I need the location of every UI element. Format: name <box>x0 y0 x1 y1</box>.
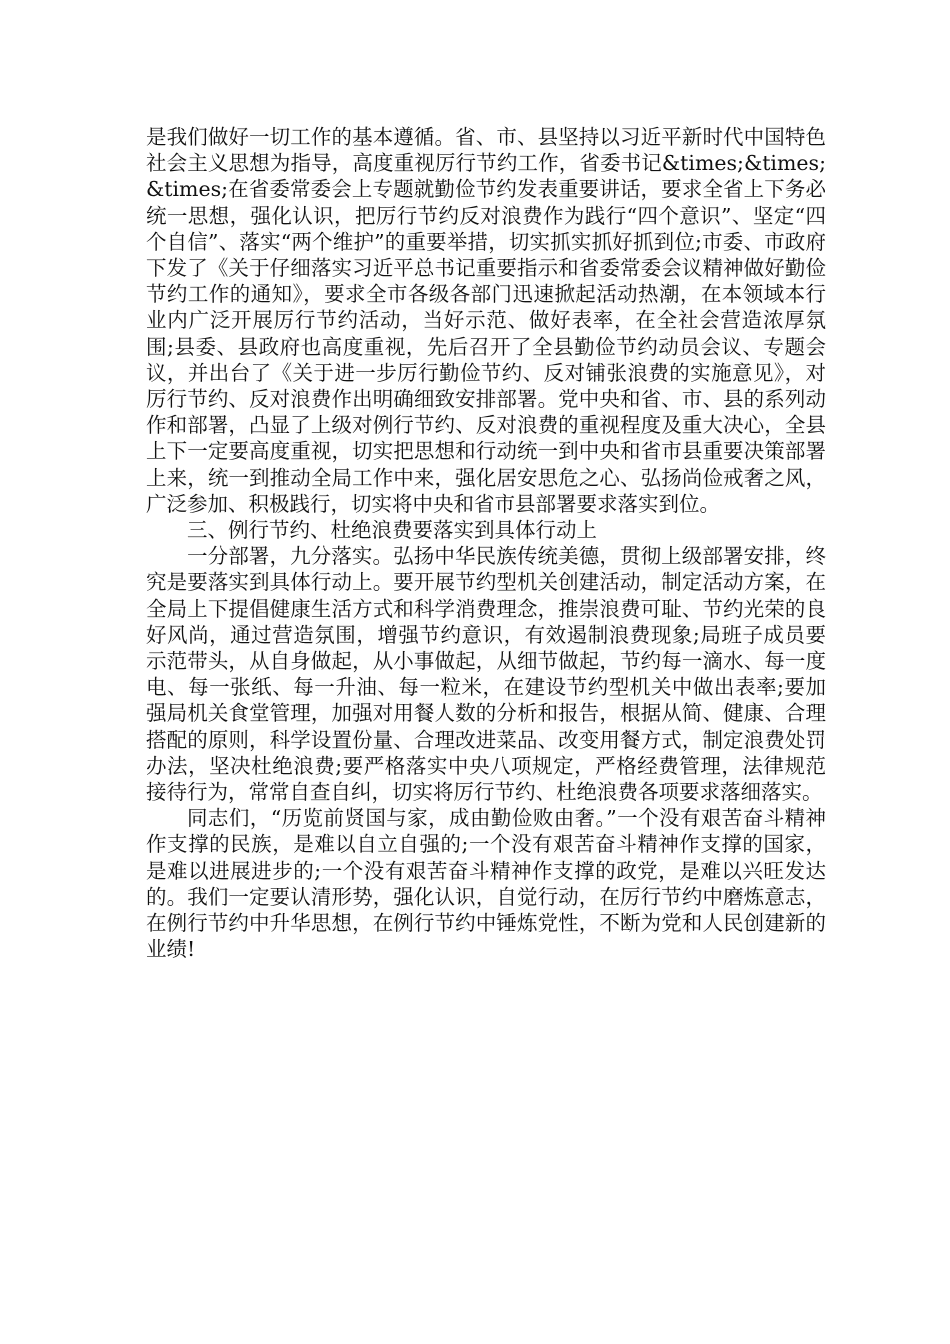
paragraph-2: 一分部署，九分落实。弘扬中华民族传统美德，贯彻上级部署安排，终究是要落实到具体行动上。要开展节约型机关创建活动，制定活动方案，在全局上下提倡健康生活方式和科学消费理念，推崇浪费可耻、节约光荣的良好风尚，通过营造氛围，增强节约意识，有效遏制浪费现象;局班子成员要示范带头，从自身做起，从小事做起，从细节做起，节约每一滴水、每一度电、每一张纸、每一升油、每一粒米，在建设节约型机关中做出表率;要加强局机关食堂管理，加强对用餐人数的分析和报告，根据从简、健康、合理搭配的原则，科学设置份量、合理改进菜品、改变用餐方式，制定浪费处罚办法，坚决杜绝浪费;要严格落实中央八项规定，严格经费管理，法律规范接待行为，常常自查自纠，切实将厉行节约、杜绝浪费各项要求落细落实。 <box>146 544 826 805</box>
document-body <box>146 124 826 963</box>
paragraph-1: 是我们做好一切工作的基本遵循。省、市、县坚持以习近平新时代中国特色社会主义思想为指导，高度重视厉行节约工作，省委书记&times;&times;&times;在省委常委会上专题就勤俭节约发表重要讲话，要求全省上下务必统一思想，强化认识，把厉行节约反对浪费作为践行“四个意识”、坚定“四个自信”、落实“两个维护”的重要举措，切实抓实抓好抓到位;市委、市政府下发了《关于仔细落实习近平总书记重要指示和省委常委会议精神做好勤俭节约工作的通知》，要求全市各级各部门迅速掀起活动热潮，在本领域本行业内广泛开展厉行节约活动，当好示范、做好表率，在全社会营造浓厚氛围;县委、县政府也高度重视，先后召开了全县勤俭节约动员会议、专题会议，并出台了《关于进一步厉行勤俭节约、反对铺张浪费的实施意见》，对厉行节约、反对浪费作出明确细致安排部署。党中央和省、市、县的系列动作和部署，凸显了上级对例行节约、反对浪费的重视程度及重大决心，全县上下一定要高度重视，切实把思想和行动统一到中央和省市县重要决策部署上来，统一到推动全局工作中来，强化居安思危之心、弘扬尚俭戒奢之风，广泛参加、积极践行，切实将中央和省市县部署要求落实到位。 <box>146 125 826 516</box>
section-heading: 三、例行节约、杜绝浪费要落实到具体行动上 <box>187 518 597 543</box>
paragraph-3: 同志们，“历览前贤国与家，成由勤俭败由奢。”一个没有艰苦奋斗精神作支撑的民族，是难以自立自强的;一个没有艰苦奋斗精神作支撑的国家，是难以进展进步的;一个没有艰苦奋斗精神作支撑的政党，是难以兴旺发达的。我们一定要认清形势，强化认识，自觉行动，在厉行节约中磨炼意志，在例行节约中升华思想，在例行节约中锤炼党性，不断为党和人民创建新的业绩! <box>146 806 826 962</box>
